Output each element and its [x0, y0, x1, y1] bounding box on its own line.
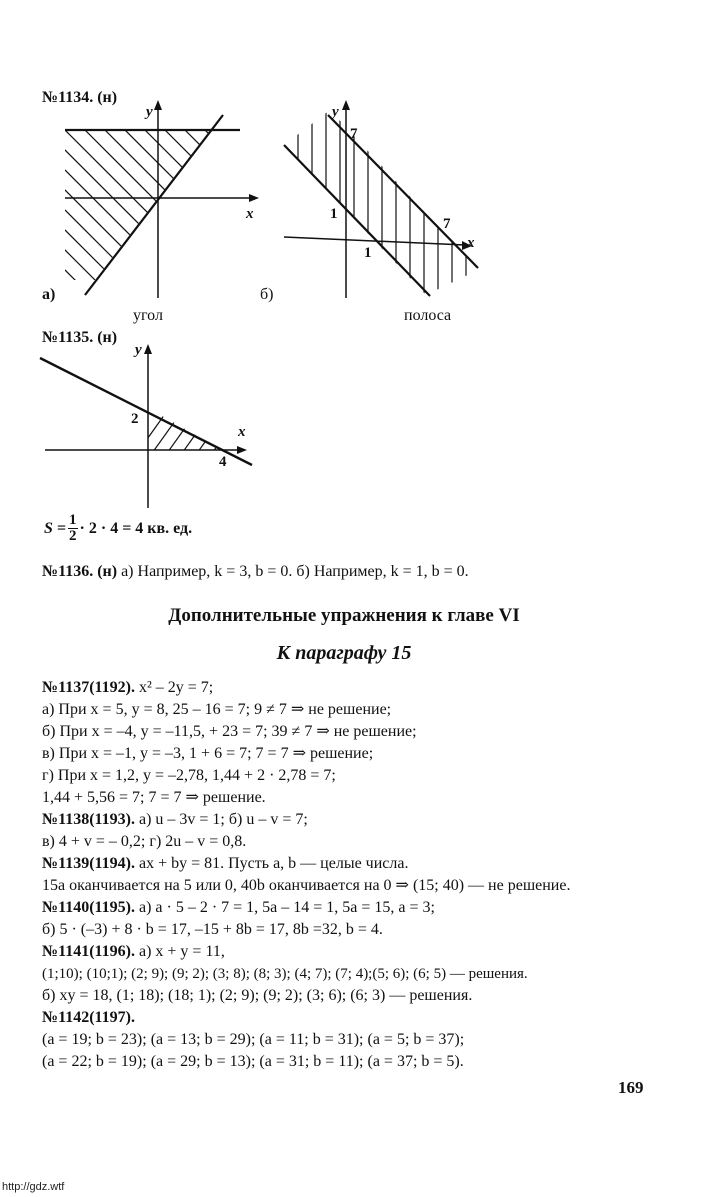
tick-4: 4	[219, 454, 227, 470]
heading-1135: №1135. (н)	[42, 329, 118, 346]
exercise-line	[42, 920, 383, 940]
axis-y-label-b: y	[332, 104, 339, 120]
exercise-line	[42, 832, 246, 852]
area-lhs: S =	[44, 519, 67, 537]
exercise-line	[42, 942, 225, 962]
exercise-text: в) 4 + v = – 0,2; г) 2u – v = 0,8.	[42, 833, 247, 850]
exercise-text: ax + by = 81. Пусть a, b — целые числа.	[134, 855, 409, 872]
exercise-text: а) x + y = 11,	[134, 943, 225, 960]
fraction-numerator: 1	[69, 512, 77, 528]
subsection-title: К параграфу 15	[276, 642, 412, 664]
page-number: 169	[618, 1078, 644, 1097]
heading-1136: №1136. (н)	[42, 563, 118, 580]
exercise-text: б) xy = 18, (1; 18); (18; 1); (2; 9); (9; 2); (3; 6); (6; 3) — решения.	[42, 987, 473, 1004]
exercise-line	[42, 788, 266, 808]
exercise-number: №1138(1193).	[42, 811, 135, 828]
label-a: а)	[42, 286, 56, 303]
axis-x-label-b: x	[467, 235, 475, 251]
graph-1134a	[55, 100, 285, 300]
exercise-line	[42, 876, 570, 896]
exercise-line	[42, 810, 308, 830]
area-rhs: · 2 · 4 = 4 кв. ед.	[79, 519, 193, 537]
exercise-line	[42, 986, 472, 1006]
fraction	[68, 513, 78, 544]
area-formula	[44, 513, 192, 544]
tick-1-left: 1	[330, 206, 338, 222]
exercise-line	[42, 898, 435, 918]
line-1136	[42, 562, 469, 582]
exercise-text: x² – 2y = 7;	[134, 679, 214, 696]
tick-2: 2	[131, 411, 139, 427]
exercise-text: 1,44 + 5,56 = 7; 7 = 7 ⇒ решение.	[42, 789, 266, 806]
exercise-text: б) При x = –4, y = –11,5, + 23 = 7; 39 ≠ 7 ⇒ не решение;	[42, 723, 417, 740]
axis-x-label-1135: x	[238, 424, 246, 440]
exercise-line	[42, 1052, 464, 1072]
footer-url[interactable]: http://gdz.wtf	[2, 1181, 65, 1193]
graph-1135	[40, 340, 270, 515]
exercise-text: г) При x = 1,2, y = –2,78, 1,44 + 2 · 2,78 = 7;	[42, 767, 336, 784]
section-title: Дополнительные упражнения к главе VI	[168, 605, 520, 626]
exercise-text: 15a оканчивается на 5 или 0, 40b оканчивается на 0 ⇒ (15; 40) — не решение.	[42, 877, 571, 894]
exercise-text: б) 5 · (–3) + 8 · b = 17, –15 + 8b = 17, 8b =32, b = 4.	[42, 921, 383, 938]
heading-1134: №1134. (н)	[42, 89, 118, 106]
exercise-text: (a = 22; b = 19); (a = 29; b = 13); (a = 31; b = 11); (a = 37; b = 5).	[42, 1053, 464, 1070]
text-1136: а) Например, k = 3, b = 0. б) Например, k = 1, b = 0.	[121, 563, 469, 580]
exercise-number: №1139(1194).	[42, 855, 135, 872]
exercise-number: №1137(1192).	[42, 679, 135, 696]
caption-strip: полоса	[404, 307, 452, 324]
caption-angle: угол	[133, 307, 163, 324]
exercise-text: а) u – 3v = 1; б) u – v = 7;	[134, 811, 308, 828]
exercise-line	[42, 964, 528, 984]
axis-y-label-a: y	[146, 104, 153, 120]
exercise-line	[42, 722, 417, 742]
exercise-text: (a = 19; b = 23); (a = 13; b = 29); (a = 11; b = 31); (a = 5; b = 37);	[42, 1031, 465, 1048]
exercise-line	[42, 854, 408, 874]
tick-1-bottom: 1	[364, 245, 372, 261]
exercise-text: а) При x = 5, y = 8, 25 – 16 = 7; 9 ≠ 7 ⇒ не решение;	[42, 701, 392, 718]
exercise-line	[42, 744, 373, 764]
exercise-number: №1141(1196).	[42, 943, 135, 960]
exercise-text: в) При x = –1, y = –3, 1 + 6 = 7; 7 = 7 ⇒ решение;	[42, 745, 374, 762]
axis-x-label-a: x	[246, 206, 254, 222]
exercise-line	[42, 766, 336, 786]
exercise-line	[42, 1030, 464, 1050]
label-b: б)	[260, 286, 274, 303]
graph-1134b	[280, 100, 490, 300]
exercise-text: (1;10); (10;1); (2; 9); (9; 2); (3; 8); (8; 3); (4; 7); (7; 4);(5; 6); (6; 5) — решения.	[42, 966, 528, 982]
exercise-number: №1140(1195).	[42, 899, 135, 916]
axis-y-label-1135: y	[135, 342, 142, 358]
exercise-text: а) a · 5 – 2 · 7 = 1, 5a – 14 = 1, 5a = 15, a = 3;	[134, 899, 435, 916]
exercise-line	[42, 1008, 135, 1028]
exercise-number: №1142(1197).	[42, 1009, 135, 1026]
tick-7-top: 7	[350, 126, 358, 142]
exercise-line	[42, 700, 391, 720]
tick-7-right: 7	[443, 216, 451, 232]
fraction-denominator: 2	[69, 528, 77, 544]
exercise-line	[42, 678, 213, 698]
